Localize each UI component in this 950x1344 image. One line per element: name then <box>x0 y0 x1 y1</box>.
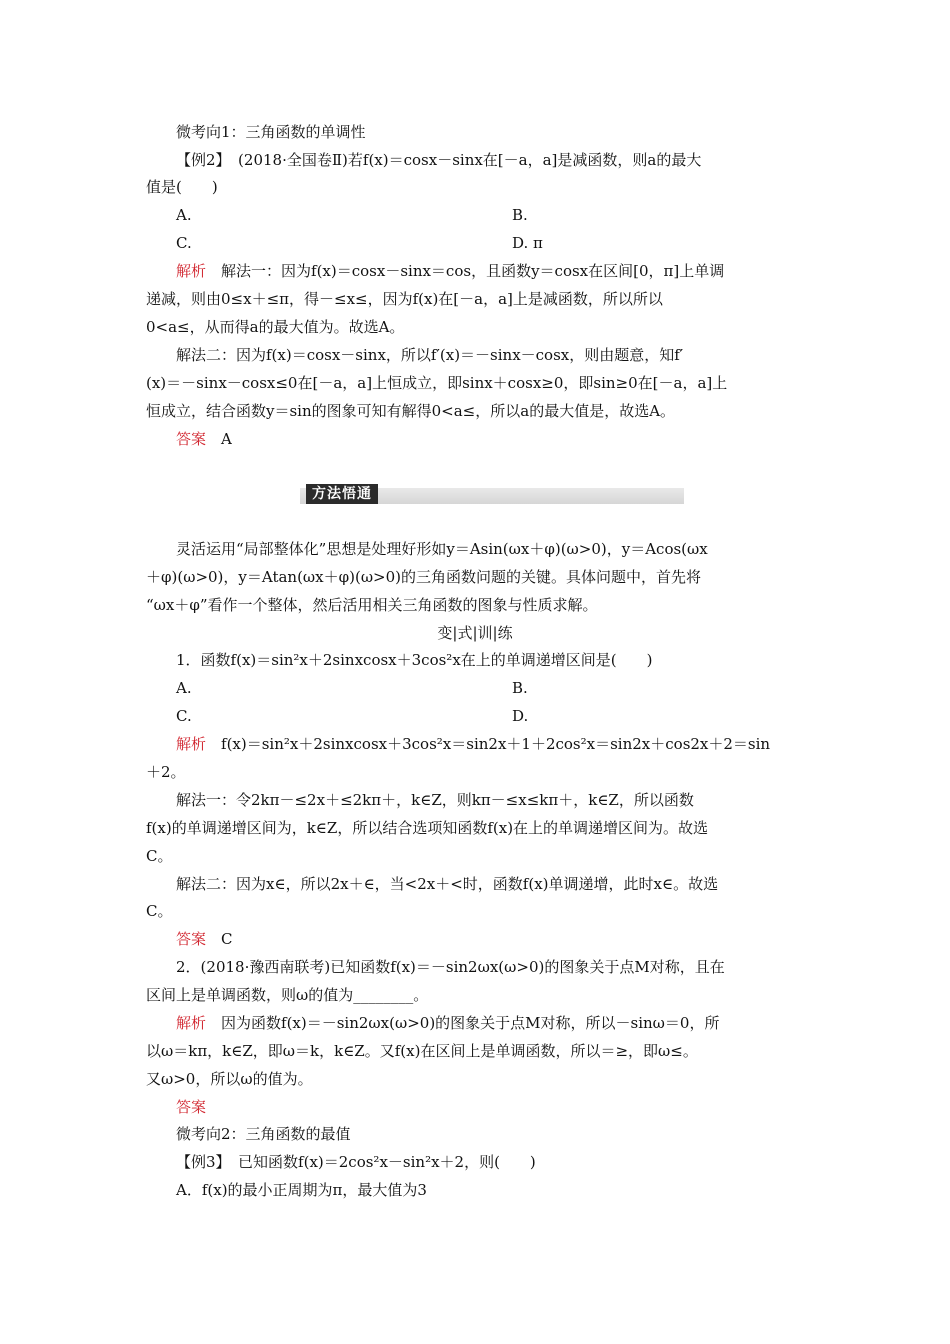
method-line-3: “ωx＋φ”看作一个整体，然后活用相关三角函数的图象与性质求解。 <box>146 596 598 614</box>
question-2-line-2: 区间上是单调函数，则ω的值为________。 <box>146 986 429 1004</box>
question-1-method-1-line-3: C。 <box>146 847 173 865</box>
question-1-option-c: C. <box>176 707 192 725</box>
question-1-option-d: D. <box>512 707 529 725</box>
question-1-answer-line: 答案 C <box>176 930 233 948</box>
solution-tag: 解析 <box>176 735 207 753</box>
method-line-1: 灵活运用“局部整体化”思想是处理好形如y＝Asin(ωx＋φ)(ω>0)，y＝Acos(ωx <box>176 540 708 558</box>
question-2-solution-line-3: 又ω>0，所以ω的值为。 <box>146 1070 313 1088</box>
solution-2-method-2-line-3: 恒成立，结合函数y＝sin的图象可知有解得0<a≤，所以a的最大值是，故选A。 <box>146 402 676 420</box>
solution-2-method-2-line-1: 解法二：因为f(x)＝cosx－sinx，所以f′(x)＝－sinx－cosx，则由题意，知f′ <box>176 346 684 364</box>
solution-2-line-3: 0<a≤，从而得a的最大值为。故选A。 <box>146 318 405 336</box>
example-2-line-2: 值是( ) <box>146 178 218 196</box>
example-2-option-a: A. <box>176 206 192 224</box>
example-3-option-a: A．f(x)的最小正周期为π，最大值为3 <box>176 1181 427 1199</box>
answer-line: 答案 A <box>176 430 232 448</box>
method-line-2: ＋φ)(ω>0)，y＝Atan(ωx＋φ)(ω>0)的三角函数问题的关键。具体问题中，首先将 <box>146 568 702 586</box>
answer-tag: 答案 <box>176 430 207 448</box>
solution-tag: 解析 <box>176 1014 207 1032</box>
practice-title: 变|式|训|练 <box>437 624 513 642</box>
question-2-line-1: 2．(2018·豫西南联考)已知函数f(x)＝－sin2ωx(ω>0)的图象关于点M对称，且在 <box>176 958 725 976</box>
question-1-method-2-line-2: C。 <box>146 902 173 920</box>
solution-2-line-1: 解析 解法一：因为f(x)＝cosx－sinx＝cos，且函数y＝cosx在区间[0，π]上单调 <box>176 262 725 280</box>
solution-2-method-2-line-2: (x)＝－sinx－cosx≤0在[－a，a]上恒成立，即sinx＋cosx≥0，即sin≥0在[－a，a]上 <box>146 374 728 392</box>
question-2-solution-line-1: 解析 因为函数f(x)＝－sin2ωx(ω>0)的图象关于点M对称，所以－sinω＝0，所 <box>176 1014 720 1032</box>
question-1-solution-line-2: ＋2。 <box>146 763 186 781</box>
question-2-solution-line-2: 以ω＝kπ，k∈Z，即ω＝k，k∈Z。又f(x)在区间上是单调函数，所以＝≥，即ω≤。 <box>146 1042 698 1060</box>
question-2-answer-tag: 答案 <box>176 1098 207 1116</box>
question-1-method-1-line-1: 解法一：令2kπ－≤2x＋≤2kπ＋，k∈Z，则kπ－≤x≤kπ＋，k∈Z，所以函数 <box>176 791 694 809</box>
question-1-solution-line-1: 解析 f(x)＝sin²x＋2sinxcosx＋3cos²x＝sin2x＋1＋2cos²x＝sin2x＋cos2x＋2＝sin <box>176 735 771 753</box>
answer-tag: 答案 <box>176 930 207 948</box>
example-2-line-1: 【例2】 (2018·全国卷Ⅱ)若f(x)＝cosx－sinx在[－a，a]是减函数，则a的最大 <box>176 151 702 169</box>
solution-2-line-2: 递减，则由0≤x＋≤π，得－≤x≤，因为f(x)在[－a，a]上是减函数，所以所以 <box>146 290 663 308</box>
example-3-line-1: 【例3】 已知函数f(x)＝2cos²x－sin²x＋2，则( ) <box>176 1153 536 1171</box>
section-heading-monotonicity: 微考向1：三角函数的单调性 <box>176 123 366 141</box>
question-1-option-a: A. <box>176 679 192 697</box>
question-1-method-2-line-1: 解法二：因为x∈，所以2x＋∈，当<2x＋<时，函数f(x)单调递增，此时x∈。故选 <box>176 875 719 893</box>
solution-tag: 解析 <box>176 262 207 280</box>
example-2-tag: 【例2】 <box>176 151 224 169</box>
example-2-option-b: B. <box>512 206 528 224</box>
method-banner-label: 方法悟通 <box>306 484 378 504</box>
question-1-option-b: B. <box>512 679 528 697</box>
question-1-line-1: 1．函数f(x)＝sin²x＋2sinxcosx＋3cos²x在上的单调递增区间是( ) <box>176 651 653 669</box>
section-heading-extrema: 微考向2：三角函数的最值 <box>176 1125 351 1143</box>
example-3-tag: 【例3】 <box>176 1153 224 1171</box>
example-2-option-d: D. π <box>512 234 543 252</box>
example-2-option-c: C. <box>176 234 192 252</box>
question-1-method-1-line-2: f(x)的单调递增区间为，k∈Z，所以结合选项知函数f(x)在上的单调递增区间为。故选 <box>146 819 709 837</box>
